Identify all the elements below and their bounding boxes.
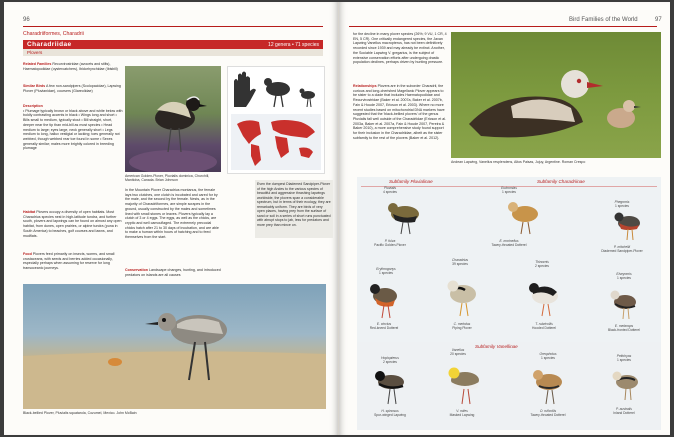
species-common: Diademed Sandpiper-Plover bbox=[601, 249, 643, 253]
related-text: Recurvirostridae (avocets and stilts), Haematopodidae (oystercatchers), Ibidorhynchidae (Ibisbill) bbox=[23, 62, 118, 71]
left-page bbox=[4, 2, 339, 435]
conservation-block bbox=[125, 268, 221, 282]
genus-label-10 bbox=[525, 352, 571, 360]
genus-label-6 bbox=[519, 260, 565, 268]
genus-name: Pluvialis bbox=[383, 186, 397, 190]
species-label-1 bbox=[367, 239, 413, 247]
species-name: P. mitchellii bbox=[613, 245, 631, 249]
genus-count: 1 species bbox=[615, 204, 629, 208]
right-page bbox=[339, 2, 670, 435]
photo2-caption: Black-bellied Plover, Pluvialis squatarola, Cozumel, Mexico. John McBain bbox=[23, 411, 137, 415]
species-label-7 bbox=[601, 324, 647, 332]
bird-masked-lapwing bbox=[443, 362, 487, 406]
genus-name: Thinornis bbox=[535, 260, 549, 264]
bird-tawny-throated-dotterel bbox=[527, 364, 571, 406]
bird-piping-plover bbox=[441, 274, 485, 318]
genus-label-9 bbox=[435, 348, 481, 356]
genus-name: Oreopholus bbox=[539, 352, 557, 356]
species-common: Masked Lapwing bbox=[449, 413, 475, 417]
description-text: • Plumage typically brown or black above and white below with boldly contrasting accents in black • Wings long and short • Bills small to medium, typically stout • Bill straight, short, deeper near the tip than mid-bill as most species • Head medium to large; eyes large, neck generally short • Legs medium to long, hallux vestigial or lacking; toes generally not webbed, though webbed rear toe found in some • Sexes generally similar; males more brightly colored in breeding plumage bbox=[23, 108, 123, 151]
relationships-block bbox=[353, 84, 448, 166]
genus-label-4 bbox=[363, 267, 409, 275]
genus-count: 1 species bbox=[379, 271, 393, 275]
plover-photo-top bbox=[125, 66, 221, 172]
order-title: Charadriiformes, Charadrii bbox=[23, 31, 84, 37]
related-heading: Related Families bbox=[23, 62, 52, 66]
genus-label-5 bbox=[437, 258, 483, 266]
species-common: Spur-winged Lapwing bbox=[374, 413, 406, 417]
genus-name: Hoplopterus bbox=[381, 356, 399, 360]
description-block bbox=[23, 104, 123, 202]
genus-label-1 bbox=[367, 186, 413, 194]
intro-quote-text: Even the dumpest Diademed Sandpiper-Plover of the high Andes to the various species of beautiful and aggressive thrashing lapwings worldwide, the plovers span a considerable spectrum, but in terms of their ecology, they are remarkably uniform. They are birds of very open places, having prey from the surface of sand or soil in a series of short runs punctuated with abrupt stops to jab, less for predators and more prey than mince on. bbox=[257, 182, 331, 227]
family-name: Charadriidae bbox=[27, 41, 72, 48]
family-band bbox=[23, 40, 323, 49]
species-name: H. spinosus bbox=[381, 409, 399, 413]
species-common: Black-fronted Dotterel bbox=[608, 328, 640, 332]
species-label-2 bbox=[486, 239, 532, 247]
conservation-text: Landscape changes, hunting, and introduced predators on islands are all causes bbox=[125, 268, 221, 277]
photo1-caption: American Golden-Plover, Pluvialis dominica, Churchill, Manitoba, Canada. Brian Johnson bbox=[125, 174, 210, 183]
species-common: Piping Plover bbox=[452, 326, 472, 330]
species-name: T. rubricollis bbox=[535, 322, 553, 326]
food-text: Plovers feed primarily on insects, worms, and small crustaceans, with seeds and berries added occasionally, especially perhaps when assuming for reserve for long transoceanic journeys. bbox=[23, 252, 115, 271]
bird-spur-winged-lapwing bbox=[369, 366, 413, 406]
species-label-11 bbox=[601, 407, 647, 415]
genus-count: 20 species bbox=[450, 352, 466, 356]
breeding-continued: In the Mountain Plover Charadrius montanus, the female lays two clutches, one clutch is incubated and cared for by the male, and the second by the female. Nests, as in the majority of Charadriiformes, are simple scrapes in the ground, usually constructed by the males and sometimes lined with small stones or leaves. Plovers typically lay a clutch of 3 or 4 eggs. The eggs, as well as the chicks, are cryptic and well camouflaged. The extremely precocial chicks hatch after 21 to 30 days of incubation, and are able to make a human within hours of hatching and to feed themselves from the start. bbox=[125, 188, 219, 240]
conservation-heading: Conservation bbox=[125, 268, 148, 272]
similar-birds bbox=[23, 84, 123, 102]
food-heading: Food bbox=[23, 252, 32, 256]
genus-label-7 bbox=[601, 272, 647, 280]
distribution-map bbox=[231, 114, 321, 170]
genus-count: 39 species bbox=[452, 262, 468, 266]
subfamily-pluvialinae: Subfamily Pluvialinae bbox=[389, 179, 433, 184]
species-name: P. fulva bbox=[384, 239, 396, 243]
similar-heading: Similar Birds bbox=[23, 84, 46, 88]
species-common: Tawny-throated Dotterel bbox=[491, 243, 527, 247]
lapwing-photo bbox=[451, 32, 661, 158]
genus-name: Vanellus bbox=[451, 348, 465, 352]
genus-name: Phegornis bbox=[614, 200, 630, 204]
genus-name: Peltohyas bbox=[616, 354, 632, 358]
genus-count: 2 species bbox=[383, 360, 397, 364]
beach-plover-illustration bbox=[23, 284, 326, 409]
species-name: V. miles bbox=[456, 409, 468, 413]
species-common: Pacific Golden-Plover bbox=[374, 243, 406, 247]
lapwing-illustration bbox=[451, 32, 661, 158]
page-number-right: 97 bbox=[655, 17, 662, 23]
species-common: Tawny-throated Dotterel bbox=[530, 413, 566, 417]
genus-name: Charadrius bbox=[451, 258, 469, 262]
species-name: P. australis bbox=[616, 407, 632, 411]
silhouette-icons bbox=[228, 67, 324, 111]
header-rule bbox=[23, 26, 323, 27]
species-common: Hooded Dotterel bbox=[531, 326, 556, 330]
intro-quote-box bbox=[255, 180, 333, 238]
bird-hooded-dotterel bbox=[523, 276, 567, 318]
bird-pacific-golden-plover bbox=[381, 196, 429, 236]
conservation-continued: for the decline in many plover species (26%; 9 VU, 1 CR, 4 EN, 5 CR). One critically endangered species, the Javan Lapwing Vanellus macropterus, has not been definitively recorded since 1939 and may already be extinct. Another, the Sociable Lapwing V. gregarius, is the subject of extensive conservation efforts after undergoing drastic population declines, perhaps driven by hunting pressure. bbox=[353, 32, 447, 65]
bird-tawny-dotterel bbox=[501, 196, 549, 236]
species-label-4 bbox=[361, 322, 407, 330]
genus-name: Erythrogonys bbox=[376, 267, 396, 271]
species-common: Inland Dotterel bbox=[613, 411, 635, 415]
species-name: C. melodus bbox=[453, 322, 471, 326]
description-heading: Description bbox=[23, 104, 43, 108]
plover-illustration bbox=[125, 66, 221, 172]
bird-diademed-plover bbox=[609, 207, 649, 243]
species-label-5 bbox=[439, 322, 485, 330]
genus-label-2 bbox=[486, 186, 532, 194]
header-rule-right bbox=[349, 26, 657, 27]
food-block bbox=[23, 252, 123, 282]
genus-count: 1 species bbox=[617, 358, 631, 362]
lapwing-photo-caption: Andean Lapwing, Vanellus resplendens, Altos Paisas, Jujuy, Argentine. Roman Crespo bbox=[451, 160, 586, 164]
genus-count: 1 species bbox=[541, 356, 555, 360]
page-number-left: 96 bbox=[23, 17, 30, 23]
genus-count: 1 species bbox=[617, 276, 631, 280]
genera-count: 12 genera • 71 species bbox=[268, 41, 319, 48]
bird-black-fronted-dotterel bbox=[605, 284, 645, 322]
genus-name: Eudromias bbox=[501, 186, 517, 190]
similar-text: A few non-sandpipers (Scolopacidae), Lapwing Plover (Pluvianidae), coursers (Glareolidae) bbox=[23, 84, 121, 93]
species-name: O. ruficollis bbox=[539, 409, 557, 413]
genus-count: 2 species bbox=[535, 264, 549, 268]
bird-inland-dotterel bbox=[607, 366, 647, 404]
genus-count: 1 species bbox=[502, 190, 516, 194]
species-name: E. melanops bbox=[614, 324, 634, 328]
species-label-10 bbox=[525, 409, 571, 417]
habitat-heading: Habitat bbox=[23, 210, 36, 214]
bird-red-kneed-dotterel bbox=[363, 278, 407, 320]
species-name: E. morinellus bbox=[499, 239, 519, 243]
plover-photo-beach bbox=[23, 284, 326, 409]
relationships-text: Plovers are in the suborder Charadrii, the curious and long-cherished Magellanic Plover appears to be sister to a clade that includes Haematopodidae and Recurvirostridae (Baker et al. 2007a, Baker et al. 2007b, Fain & Houde 2007, Ericson et al. 2003). Where no more recent studies based on mitochondrial DNA markers have suggested that the 'black-bellied plovers' of the genus Pluvialis fall well outside of the Charadriidae (Ericson et al. 2003a, Baker et al. 2007a, Fain & Houde 2007, Pereira & Baker 2010), a more comprehensive study found support for their inclusion in the Charadriidae, albeit as the sister subfamily to the rest of the plovers (Baker et al. 2012). bbox=[353, 84, 447, 140]
running-head: Bird Families of the World bbox=[569, 17, 638, 23]
world-map-graphic bbox=[231, 114, 321, 170]
species-label-8 bbox=[367, 409, 413, 417]
subfamily-vanellinae: Subfamily Vanellinae bbox=[475, 344, 518, 349]
species-name: E. cinctus bbox=[376, 322, 392, 326]
species-common: Red-kneed Dotterel bbox=[369, 326, 399, 330]
family-common-name: Plovers bbox=[23, 49, 323, 56]
species-label-6 bbox=[521, 322, 567, 330]
species-label-9 bbox=[439, 409, 485, 417]
species-label-3 bbox=[599, 245, 645, 253]
genus-label-8 bbox=[367, 356, 413, 364]
genus-count: 4 species bbox=[383, 190, 397, 194]
habitat-text: Plovers occupy a diversity of open habitats. Most Charadrius species nest in high-latitude tundra, and further south, plovers and lapwings can be found on almost any open habitat, from dunes, open prairies, or alpine tundra (puna in South America) to beaches, golf courses and lawns, and mudflats. bbox=[23, 210, 122, 238]
genus-label-11 bbox=[601, 354, 647, 362]
book-spread bbox=[4, 2, 670, 435]
subfamily-charadriinae: Subfamily Charadriinae bbox=[537, 179, 585, 184]
genus-name: Elseyornis bbox=[616, 272, 632, 276]
relationships-heading: Relationships bbox=[353, 84, 377, 88]
